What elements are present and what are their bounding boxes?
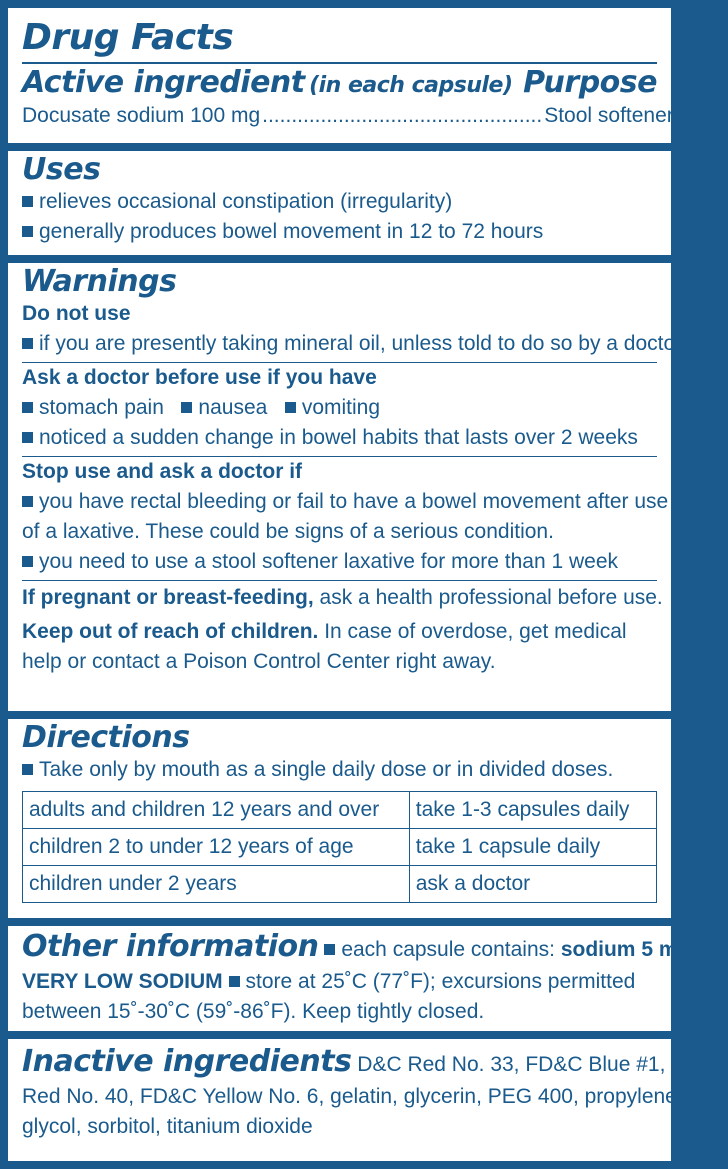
do-not-use-item: if you are presently taking mineral oil, unless told to do so by a doctor [39,332,683,355]
table-cell: children 2 to under 12 years of age [23,829,410,866]
table-row [23,792,657,829]
table-row [23,866,657,903]
bullet-square-icon [181,402,192,413]
stop-use-heading: Stop use and ask a doctor if [22,460,303,483]
inactive-title: Inactive ingredients [22,1044,352,1079]
list-item [22,487,669,517]
table-row [23,829,657,866]
list-item [22,755,657,785]
active-ingredient-heading: Active ingredient [22,65,305,100]
list-item [22,423,657,453]
ask-item-vomiting: vomiting [301,396,381,419]
bullet-square-icon [22,496,33,507]
inactive-line-3: glycol, sorbitol, titanium dioxide [22,1115,313,1138]
header-panel [8,8,674,143]
bullet-square-icon [22,226,33,237]
pregnant-text: ask a health professional before use. [313,586,663,609]
inactive-text-1: D&C Red No. 33, FD&C Blue #1, FD&C [351,1053,728,1076]
storage-text: store at 25˚C (77˚F); excursions permitted [245,970,636,993]
other-info-line-2 [22,967,657,997]
drug-facts-title: Drug Facts [22,17,234,58]
stop-item-1b: of a laxative. These could be signs of a serious condition. [22,520,554,543]
other-info-panel [8,926,691,1031]
keep-out-text: In case of overdose, get medical [318,620,627,643]
pregnant-line [22,583,663,613]
ask-doctor-heading: Ask a doctor before use if you have [22,366,377,389]
uses-item-2: generally produces bowel movement in 12 to 72 hours [39,220,544,243]
table-cell: take 1-3 capsules daily [409,792,656,829]
bullet-square-icon [22,764,33,775]
uses-title: Uses [22,152,101,187]
ingredient-name: Docusate sodium 100 mg [22,104,261,127]
bullet-square-icon [22,556,33,567]
other-info-title: Other information [22,929,319,964]
bullet-square-icon [22,402,33,413]
other-info-text: each capsule contains: [341,938,561,961]
pregnant-bold: If pregnant or breast-feeding, [22,586,314,609]
active-ingredient-note: (in each capsule) [309,73,513,98]
warnings-title: Warnings [22,264,177,299]
list-item [22,547,657,577]
inactive-line-1 [22,1044,728,1082]
inactive-line-2: Red No. 40, FD&C Yellow No. 6, gelatin, glycerin, PEG 400, propylene [22,1085,677,1108]
directions-panel [8,719,671,918]
uses-panel [8,151,671,255]
table-cell: children under 2 years [23,866,410,903]
list-item [22,217,657,247]
ask-item-stomach: stomach pain [39,396,164,419]
very-low-sodium: VERY LOW SODIUM [22,970,223,993]
bullet-square-icon [324,944,335,955]
ask-item-nausea: nausea [198,396,268,419]
table-cell: ask a doctor [409,866,656,903]
leader-dots: ................................................ [262,104,543,127]
keep-out-text-2: help or contact a Poison Control Center right away. [22,650,496,673]
directions-intro: Take only by mouth as a single daily dose or in divided doses. [39,758,614,781]
inactive-panel [8,1039,728,1161]
bullet-square-icon [22,432,33,443]
table-cell: adults and children 12 years and over [23,792,410,829]
keep-out-bold: Keep out of reach of children. [22,620,319,643]
warnings-panel [8,263,683,711]
keep-out-line [22,617,657,647]
bullet-square-icon [22,338,33,349]
ask-item-bowel: noticed a sudden change in bowel habits that lasts over 2 weeks [39,426,638,449]
other-info-line-3: between 15˚-30˚C (59˚-86˚F). Keep tightly closed. [22,1000,485,1023]
purpose-heading: Purpose [523,65,657,100]
bullet-square-icon [229,976,240,987]
directions-table [22,791,657,903]
sodium-amount: sodium 5 mg [560,938,691,961]
list-item [22,329,683,359]
stop-item-2: you need to use a stool softener laxative for more than 1 week [39,550,619,573]
uses-item-1: relieves occasional constipation (irregularity) [39,190,453,213]
do-not-use-heading: Do not use [22,302,131,325]
list-item [22,187,657,217]
stop-item-1a: you have rectal bleeding or fail to have a bowel movement after use [39,490,669,513]
directions-title: Directions [22,720,190,755]
table-cell: take 1 capsule daily [409,829,656,866]
bullet-square-icon [22,196,33,207]
ingredient-purpose: Stool softener [544,104,674,127]
bullet-square-icon [285,402,296,413]
other-info-line-1 [22,929,691,967]
list-item [22,393,657,423]
